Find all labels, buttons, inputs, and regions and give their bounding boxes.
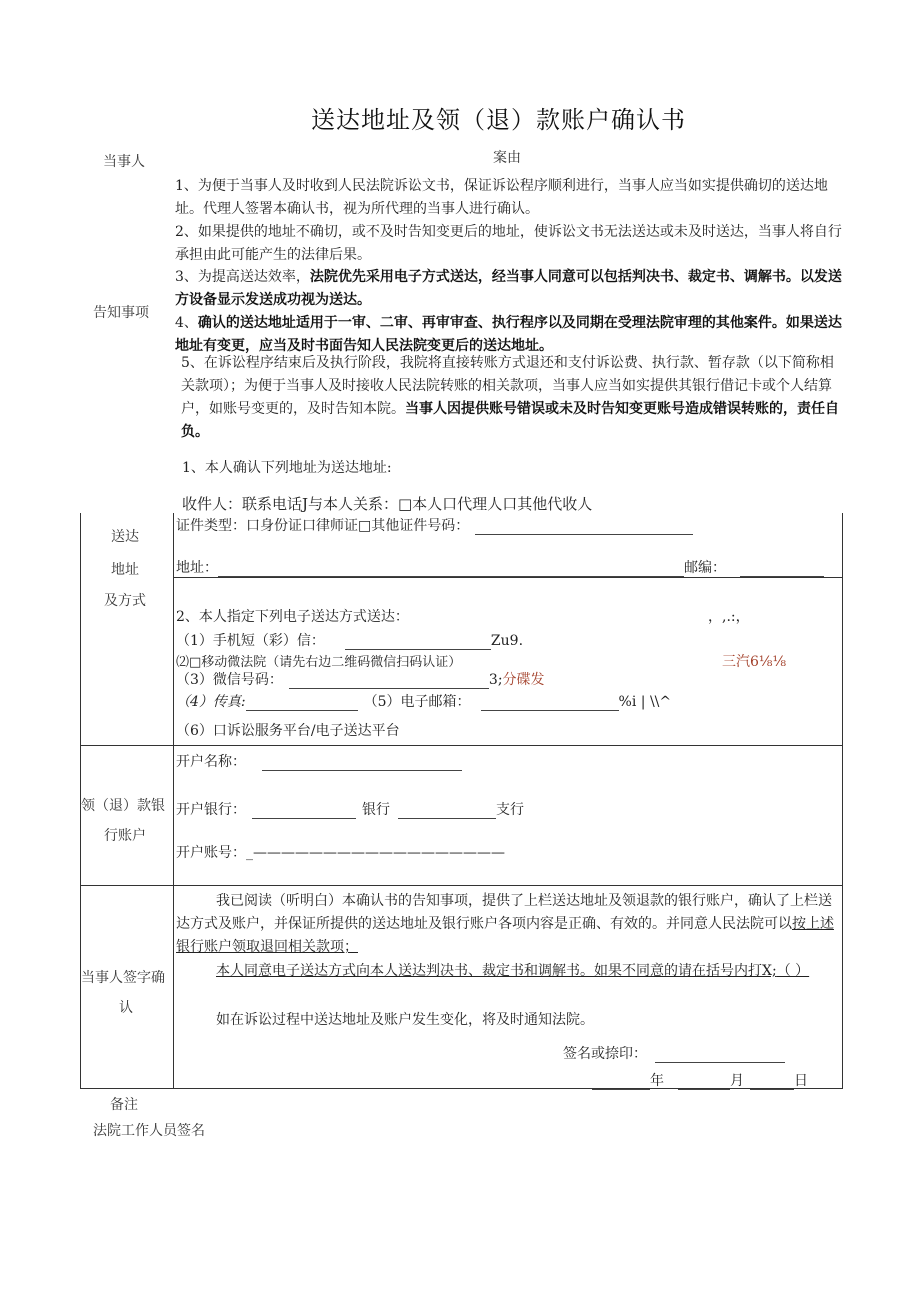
sign-p1: 我已阅读（听明白）本确认书的告知事项，提供了上栏送达地址及领退款的银行账户，确认了上栏送达方式及账户，并保证所提供的送达地址及银行账户各项内容是正确、有效的。并同意人民法院可以按上述银行账户领取退回相关款项； — [176, 893, 834, 955]
sign-section-divider — [80, 885, 843, 886]
fax-field[interactable] — [246, 696, 358, 711]
delivery-label-1: 送达 — [111, 529, 139, 545]
wechat-field[interactable] — [289, 674, 489, 689]
address-field[interactable] — [218, 562, 684, 577]
notice-p4: 4、确认的送达地址适用于一审、二审、再审审查、执行程序以及同期在受理法院审理的其他案件。如果送达地址有变更，应当及时书面告知人民法院变更后的送达地址。 — [175, 315, 842, 354]
sms-field[interactable] — [345, 635, 491, 650]
electronic-title: 2、本人指定下列电子送达方式送达： — [176, 609, 409, 625]
day-field[interactable] — [750, 1075, 794, 1090]
cert-number-field[interactable] — [475, 520, 693, 535]
page-title: 送达地址及领（退）款账户确认书 — [311, 106, 686, 134]
year-field[interactable] — [592, 1075, 650, 1090]
sign-label-1: 当事人签字确 — [81, 970, 165, 986]
sign-p3: 如在诉讼过程中送达地址及账户发生变化，将及时通知法院。 — [216, 1012, 594, 1028]
account-name-line[interactable]: 开户名称： — [176, 751, 462, 771]
cert-type-line[interactable]: 证件类型：口身份证口律师证□其他证件号码： — [176, 515, 693, 535]
fax-email-line[interactable]: （4）传真: （5）电子邮箱： %i | \\^ — [176, 694, 672, 710]
delivery-label-3: 及方式 — [104, 593, 146, 609]
bank-name-line[interactable]: 开户银行： 银行 支行 — [176, 802, 524, 818]
table-right-border — [842, 513, 843, 1089]
date-line[interactable]: 年 月 日 — [592, 1070, 808, 1090]
bank-label-2: 行账户 — [104, 828, 146, 844]
account-number-field[interactable]: _—————————————————— — [246, 845, 505, 861]
sms-line[interactable]: （1）手机短（彩）信： Zu9. — [176, 633, 524, 649]
signature-line[interactable]: 签名或捺印： — [563, 1043, 785, 1063]
bank-section-divider — [80, 745, 843, 746]
wechat-line[interactable]: （3）微信号码： 3;分碟发 — [176, 672, 545, 688]
sign-label-2: 认 — [119, 1000, 133, 1016]
party-label: 当事人 — [103, 154, 145, 170]
notice-p5: 5、在诉讼程序结束后及执行阶段，我院将直接转账方式退还和支付诉讼费、执行款、暂存款（以下简称相关款项）；为便于当事人及时接收人民法院转账的相关款项，当事人应当如实提供其银行借记卡或个人结算户，如账号变更的，及时告知本院。当事人因提供账号错误或未及时告知变更账号造成错误转账的，责任自负。 — [181, 355, 839, 440]
bank-name-field[interactable] — [252, 804, 356, 819]
sign-p2: 本人同意电子送达方式向本人送达判决书、裁定书和调解书。如果不同意的请在括号内打X;（ ） — [216, 963, 810, 979]
address-row-divider — [173, 577, 843, 578]
address-confirm-line: 1、本人确认下列地址为送达地址: — [182, 460, 392, 476]
postcode-field[interactable] — [740, 562, 824, 577]
email-field[interactable] — [481, 696, 619, 711]
recipient-line[interactable]: 收件人：联系电话J与本人关系：□本人口代理人口其他代收人 — [182, 495, 593, 513]
signature-field[interactable] — [655, 1048, 785, 1063]
disagree-bracket[interactable]: （ ） — [776, 963, 810, 979]
bank-label-1: 领（退）款银 — [81, 798, 165, 814]
mobile-court-line[interactable]: ⑵□移动微法院（请先右边二维码微信扫码认证） — [176, 655, 462, 670]
notice-p2: 2、如果提供的地址不确切，或不及时告知变更后的地址，使诉讼文书无法送达或未及时送达，当事人将自行承担由此可能产生的法律后果。 — [175, 224, 842, 263]
notice-label: 告知事项 — [93, 305, 149, 321]
platform-line[interactable]: （6）口诉讼服务平台/电子送达平台 — [176, 723, 400, 739]
qr-code-text: 三汽6⅛⅛ — [722, 654, 787, 670]
delivery-label-2: 地址 — [111, 562, 139, 578]
month-field[interactable] — [678, 1075, 730, 1090]
notice-p1: 1、为便于当事人及时收到人民法院诉讼文书，保证诉讼程序顺利进行，当事人应当如实提供确切的送达地址。代理人签署本确认书，视为所代理的当事人进行确认。 — [175, 178, 828, 217]
electronic-marks: ，,.:， — [708, 609, 750, 625]
table-col-divider — [173, 513, 174, 1089]
account-number-line[interactable]: 开户账号：_—————————————————— — [176, 845, 505, 861]
case-label: 案由 — [493, 150, 521, 166]
remarks-label: 备注 — [110, 1097, 138, 1113]
branch-name-field[interactable] — [398, 804, 496, 819]
account-name-field[interactable] — [262, 756, 462, 771]
address-line[interactable]: 地址： 邮编： — [176, 557, 824, 577]
notice-p3: 3、为提高送达效率，法院优先采用电子方式送达，经当事人同意可以包括判决书、裁定书、调解书。以发送方设备显示发送成功视为送达。 — [175, 269, 842, 308]
staff-signature-label: 法院工作人员签名 — [93, 1123, 205, 1139]
